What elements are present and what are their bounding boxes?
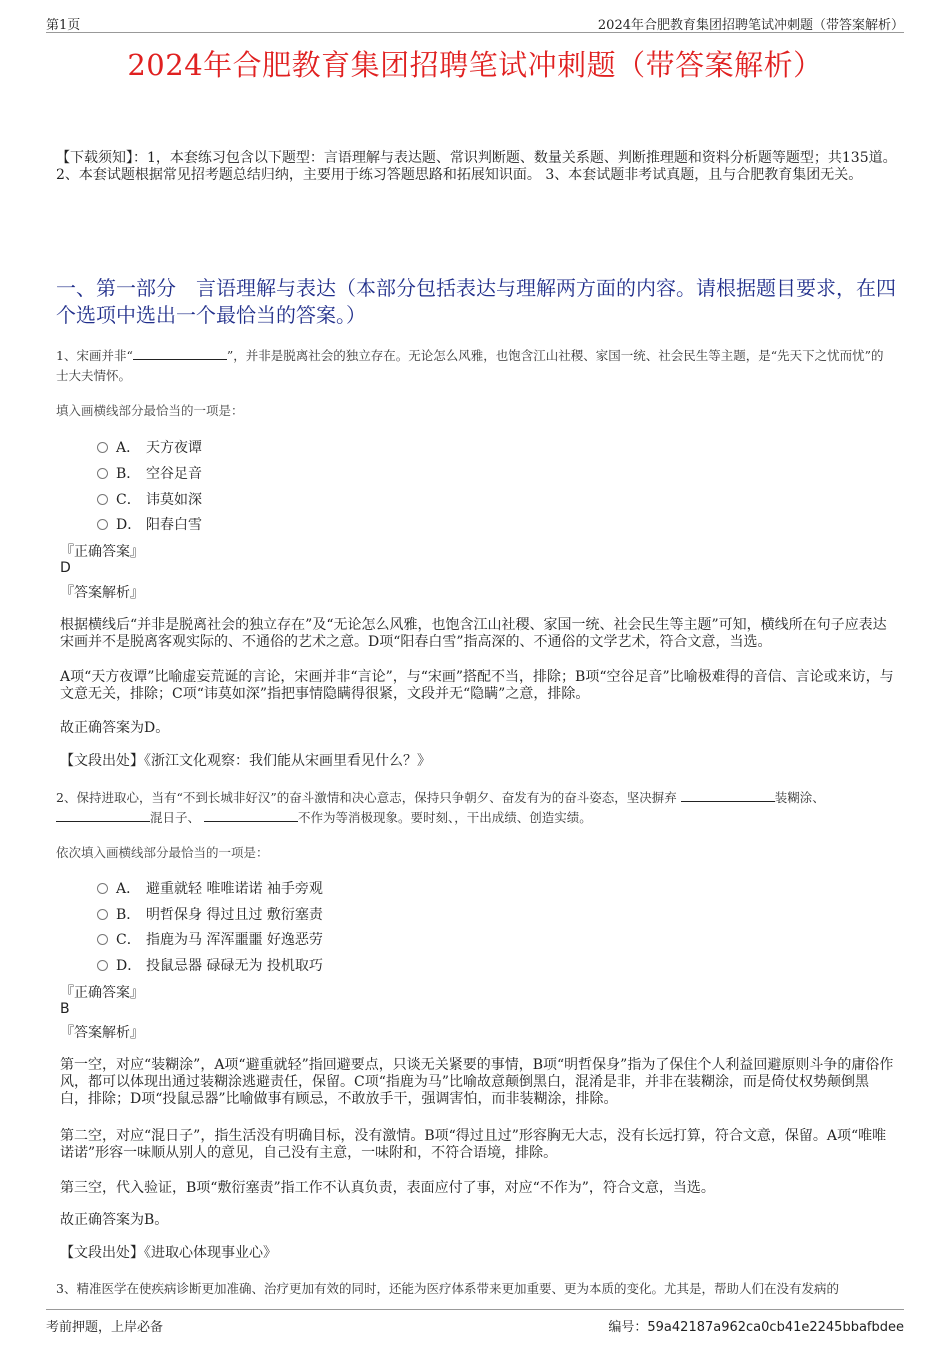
q2-analysis-conclusion: 故正确答案为B。 [60,1212,169,1228]
q2-source: 【文段出处】《进取心体现事业心》 [60,1245,277,1261]
download-notice: 【下载须知】：1，本套练习包含以下题型：言语理解与表达题、常识判断题、数量关系题、判断推理题和资料分析题等题型；共135道。 2、本套试题根据常见招考题总结归纳，主要用于练习答题思路和拓展知识面。 3、本套试题非考试真题，且与合肥教育集团无关。 [56,150,897,183]
q2-analysis-tag: 『答案解析』 [60,1025,144,1041]
q2-answer-tag: 『正确答案』 [60,985,144,1001]
header-doc-title: 2024年合肥教育集团招聘笔试冲刺题（带答案解析） [597,18,904,33]
question-2-prompt: 依次填入画横线部分最恰当的一项是： [56,845,269,860]
q2-answer: B [60,1001,70,1017]
q2-option-b[interactable]: B． 明哲保身 得过且过 敷衍塞责 [97,904,323,924]
q1-answer: D [60,560,71,576]
q1-source: 【文段出处】《浙江文化观察：我们能从宋画里看见什么？》 [60,753,431,769]
question-1-prompt: 填入画横线部分最恰当的一项是： [56,403,244,418]
radio-icon[interactable] [97,442,108,453]
q1-analysis-para-2: A项“天方夜谭”比喻虚妄荒诞的言论，宋画并非“言论”，与“宋画”搭配不当，排除；B项“空谷足音”比喻极难得的音信、言论或来访，与文意无关，排除；C项“讳莫如深”指把事情隐瞒得很紧，文段并无“隐瞒”之意，排除。 [60,669,894,702]
radio-icon[interactable] [97,519,108,530]
page-header [46,12,904,33]
q1-option-b[interactable]: B． 空谷足音 [97,463,202,483]
section-title: 一、第一部分 言语理解与表达（本部分包括表达与理解两方面的内容。请根据题目要求，在四个选项中选出一个最恰当的答案。） [56,276,896,327]
q1-answer-tag: 『正确答案』 [60,544,144,560]
q2-analysis-para-2: 第二空，对应“混日子”，指生活没有明确目标，没有激情。B项“得过且过”形容胸无大志，没有长远打算，符合文意，保留。A项“唯唯诺诺”形容一味顺从别人的意见，自己没有主意，一味附和，不符合语境，排除。 [60,1128,887,1161]
page-footer [46,1309,904,1336]
q1-option-a[interactable]: A． 天方夜谭 [97,437,202,457]
q2-analysis-para-1: 第一空，对应“装糊涂”，A项“避重就轻”指回避要点，只谈无关紧要的事情，B项“明哲保身”指为了保住个人利益回避原则斗争的庸俗作风，都可以体现出通过装糊涂逃避责任，保留。C项“指鹿为马”比喻故意颠倒黑白，混淆是非，并非在装糊涂，而是倚仗权势颠倒黑白，排除；D项“投鼠忌器”比喻做事有顾忌，不敢放手干，强调害怕，而非装糊涂，排除。 [60,1057,894,1107]
q1-analysis-tag: 『答案解析』 [60,585,144,601]
footer-doc-id: 编号：59a42187a962ca0cb41e2245bbafbdee [608,1320,904,1335]
q2-option-d[interactable]: D． 投鼠忌器 碌碌无为 投机取巧 [97,955,323,975]
footer-slogan: 考前押题，上岸必备 [46,1320,164,1335]
radio-icon[interactable] [97,909,108,920]
q2-option-c[interactable]: C． 指鹿为马 浑浑噩噩 好逸恶劳 [97,929,323,949]
radio-icon[interactable] [97,468,108,479]
question-1-stem: 1、宋画并非“ ”，并非是脱离社会的独立存在。无论怎么风雅，也饱含江山社稷、家国一统、社会民生等主题，是“先天下之忧而忧”的士大夫情怀。 [56,348,884,383]
radio-icon[interactable] [97,960,108,971]
answer-blank [681,789,775,802]
q1-analysis-conclusion: 故正确答案为D。 [60,720,170,736]
answer-blank [204,809,298,822]
radio-icon[interactable] [97,883,108,894]
q1-analysis-para-1: 根据横线后“并非是脱离社会的独立存在”及“无论怎么风雅，也饱含江山社稷、家国一统、社会民生等主题”可知，横线所在句子应表达宋画并不是脱离客观实际的、不通俗的艺术之意。D项“阳春白雪”指高深的、不通俗的文学艺术，符合文意，当选。 [60,617,887,650]
q1-option-d[interactable]: D． 阳春白雪 [97,514,202,534]
q2-analysis-para-3: 第三空，代入验证，B项“敷衍塞责”指工作不认真负责，表面应付了事，对应“不作为”，符合文意，当选。 [60,1180,715,1196]
question-2-stem: 2、保持进取心，当有“不到长城非好汉”的奋斗激情和决心意志，保持只争朝夕、奋发有为的奋斗姿态，坚决摒弃 装糊涂、混日子、 不作为等消极现象。要时刻、，干出成绩、创造实绩。 [56,790,825,825]
radio-icon[interactable] [97,494,108,505]
answer-blank [133,347,227,360]
question-3-stem: 3、精准医学在使疾病诊断更加准确、治疗更加有效的同时，还能为医疗体系带来更加重要、更为本质的变化。尤其是，帮助人们在没有发病的 [56,1281,839,1296]
page-title: 2024年合肥教育集团招聘笔试冲刺题（带答案解析） [127,48,823,82]
radio-icon[interactable] [97,934,108,945]
q2-option-a[interactable]: A． 避重就轻 唯唯诺诺 袖手旁观 [97,878,323,898]
q1-option-c[interactable]: C． 讳莫如深 [97,489,202,509]
page-number: 第1页 [46,18,81,33]
answer-blank [56,809,150,822]
